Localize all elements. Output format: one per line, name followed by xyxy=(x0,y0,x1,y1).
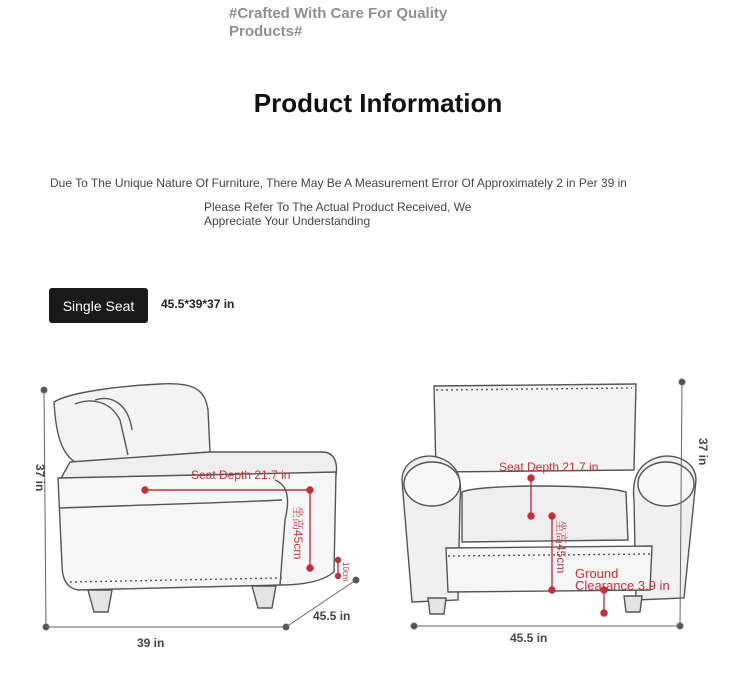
side-depth-label: 45.5 in xyxy=(313,609,351,623)
side-height-label: 37 in xyxy=(33,464,47,492)
front-clearance-label-line2: Clearance 3.9 in xyxy=(575,578,670,593)
tagline: #Crafted With Care For Quality Products# xyxy=(229,5,448,40)
side-width-label: 39 in xyxy=(137,636,165,650)
front-width-label: 45.5 in xyxy=(510,631,548,645)
single-seat-button[interactable]: Single Seat xyxy=(49,288,148,323)
page-title: Product Information xyxy=(253,88,503,118)
measurement-disclaimer: Please Refer To The Actual Product Received, We Appreciate Your Understanding xyxy=(204,200,472,228)
dimensions-label: 45.5*39*37 in xyxy=(161,297,235,311)
side-view-sofa-sketch xyxy=(54,384,336,612)
side-clearance-label: 10cm xyxy=(341,562,350,582)
front-height-label: 37 in xyxy=(696,438,710,466)
front-seat-depth-label: Seat Depth 21.7 in xyxy=(499,460,599,474)
side-seat-height-label: 坐高45cm xyxy=(291,506,305,560)
measurement-notice: Due To The Unique Nature Of Furniture, There May Be A Measurement Error Of Approximately 2 in Per 39 in xyxy=(50,176,627,190)
side-seat-depth-label: Seat Depth 21.7 in xyxy=(191,468,291,482)
front-seat-height-label: 坐高45cm xyxy=(554,520,568,574)
front-clearance-label-line1: Ground xyxy=(575,566,619,581)
